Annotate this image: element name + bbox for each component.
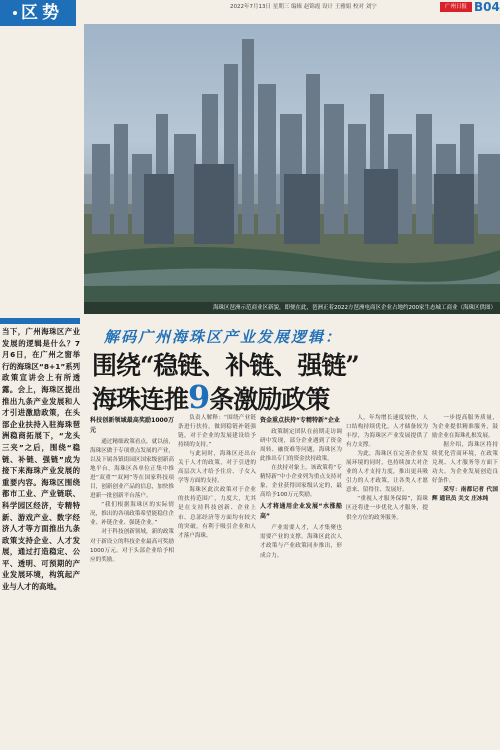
paragraph: “我们根据海珠区的实际情况，推出的各项政策希望能稳住企业、补链企业、强链企业。” — [90, 502, 174, 527]
paragraph: 一步提高服务质量，为企业提供精准服务，鼓励企业在海珠扎根发展。 — [432, 415, 498, 440]
headline-line-2-post: 条激励政策 — [209, 385, 330, 414]
article-column-1 — [90, 414, 174, 565]
paragraph: 与此同时，海珠区还出台关于人才的政策，对于引进的高层次人才给予住房、子女入学等方面的支持。 — [178, 451, 256, 485]
subhead-funding: 资金重点扶持“专精特新”企业 — [260, 417, 340, 424]
byline: 采写：南都记者 代国辉 通讯员 关文 庄冰纯 — [432, 487, 498, 503]
paragraph: 政策制定团队在前期走访调研中发现，部分企业遇到了资金周转、融资难等问题，海珠区为此推出专门的资金扶持政策。 — [260, 429, 342, 463]
skyline-illustration — [84, 24, 500, 314]
headline-line-2-pre: 海珠连推 — [92, 385, 189, 414]
skyline-photo — [84, 24, 500, 314]
paragraph: 负责人解释：“围绕产业链条进行扶持，做到稳链补链强链，对于企业的发展建设给予持续的支持。” — [178, 415, 256, 449]
page-number: B04 — [474, 0, 500, 14]
lead-paragraph: 当下，广州海珠区产业发展的逻辑是什么？7月6日，在广州之窗举行的海珠区“8+1”系列政策宣讲会上有所透露。会上，海珠区提出推出九条产业发展和人才引进激励政策，在头部企业扶持入驻海珠琶洲稳商拓展下，“龙头三夹”之后，围绕“稳链、补链、强链”成为接下来海珠产业发展的重要内容。海珠区围绕都市工业、产业链联、科学园区经济，专精特新、游戏产业、数字经济人才等方面推出九条政策支持企业、人才发展，通过打造稳定、公平、透明、可预期的产业发展环境，构筑起产业与人才的高地。 — [2, 327, 80, 592]
headline-kicker: 解码广州海珠区产业发展逻辑： — [104, 328, 343, 346]
section-dot-icon — [13, 11, 17, 15]
headline-line-2 — [92, 378, 329, 416]
editor-badge: 广州日报 — [440, 2, 472, 12]
paragraph: 在扶持对象上，该政策将“专精特新”中小企业列为重点支持对象，企业获得国家级认定的，最高给予100万元奖励。 — [260, 465, 342, 499]
photo-caption: 海珠区琶洲示范商业区新貌，即便在此，琶洲正着2022方琶洲电商区企业占地约200家生态城工商业（海珠区供图） — [84, 302, 500, 314]
article-column-5 — [432, 414, 498, 504]
paragraph: 人，年均增长速度较快，人口结构持续优化，人才储备较为丰厚，为海珠区产业发展提供了有力支撑。 — [346, 415, 428, 449]
paragraph: 对于科技创新领域，新的政策对于新设立的科技企业最高可奖励1000万元。对于头部企业给予相应的奖励。 — [90, 529, 174, 563]
subhead-talent: 人才将通用企业发展“水涨船高” — [260, 503, 342, 521]
article-column-4 — [346, 414, 428, 523]
section-tab — [0, 0, 76, 26]
section-label: 区势 — [21, 3, 63, 23]
paragraph: “重视人才服务保障”，海珠区还将进一步优化人才服务，提供全方位的政务服务。 — [346, 496, 428, 521]
paragraph: 据介绍，海珠区将持续优化营商环境，在政策兑现、人才服务等方面下功夫，为企业发展创造良好条件。 — [432, 442, 498, 485]
subhead-innovation: 科技创新领域最高奖励1000万元 — [90, 417, 174, 434]
headline-number: 9 — [188, 378, 210, 416]
issue-line: 2022年7月13日 星期三 编辑 赵锦霞 设计 王雅娟 校对 刘宁 — [230, 4, 377, 10]
lead-rule — [0, 318, 80, 324]
headline-line-1: 围绕“稳链、补链、强链” — [92, 351, 359, 380]
article-column-2 — [178, 414, 256, 541]
paragraph: 海珠区此次政策对于企业的扶持范围广，力度大，尤其是在支持科技创新、企业上市、总部经济等方面均有较大的突破，有利于吸引企业和人才落户海珠。 — [178, 487, 256, 539]
paragraph: 通过精细政策看点，就以前，海珠区做于专项重点发展的产业，以及下属各镇街园区国家级创新高地平台，海珠区各单位正集中推进“双重”“双网”等在国家科技项目，创新创业产品的信息，加快推进新一批创新平台落户。 — [90, 439, 174, 500]
article-column-3 — [260, 414, 342, 561]
masthead-bar — [0, 0, 500, 23]
paragraph: 为此，海珠区在完善企业发展环境的同时，也持续加大对企业的人才支持力度，推出更具吸引力的人才政策，让各类人才愿意来、留得住、发展好。 — [346, 451, 428, 494]
paragraph: 产业需要人才，人才集聚也需要产业的支撑。海珠区此次人才政策与产业政策同步推出，形成合力。 — [260, 525, 342, 559]
